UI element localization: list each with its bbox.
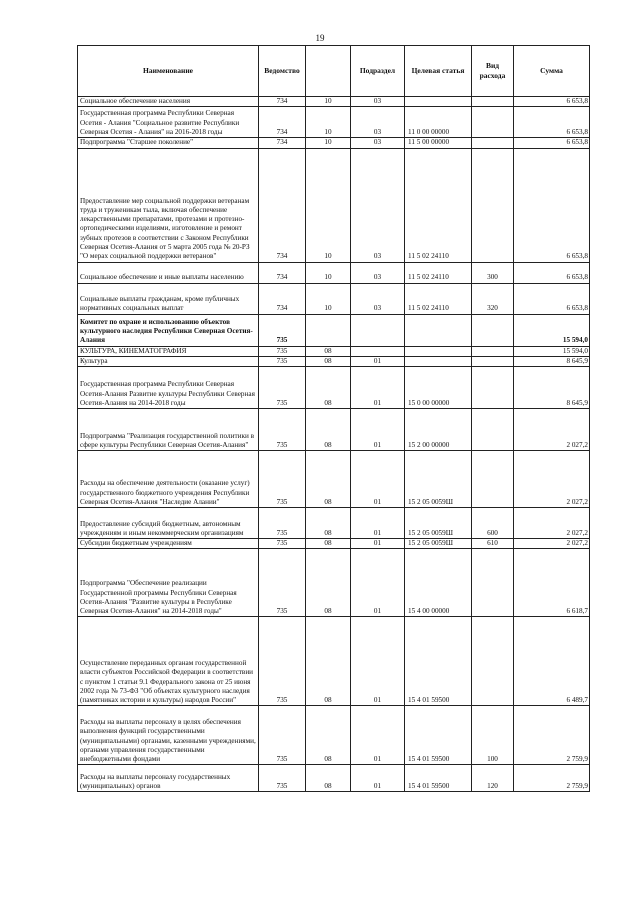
table-header-row	[78, 46, 590, 97]
cell-sum: 6 653,8	[514, 107, 590, 138]
cell-target	[405, 356, 472, 366]
table-row	[78, 314, 590, 346]
cell-expense-type	[472, 367, 514, 409]
cell-sum: 6 653,8	[514, 262, 590, 283]
cell-section: 08	[306, 539, 351, 549]
cell-name: Государственная программа Республики Северная Осетия - Алания "Социальное развитие Республики Северная Осетия - Алания" на 2016-2018 годы	[78, 107, 259, 138]
cell-subsection: 01	[351, 617, 405, 706]
header-target: Целевая статья	[405, 46, 472, 97]
cell-name: Подпрограмма "Реализация государственной политики в сфере культуры Республики Северная Осетия-Алания"	[78, 409, 259, 451]
cell-section: 10	[306, 262, 351, 283]
table-row	[78, 367, 590, 409]
cell-section: 08	[306, 409, 351, 451]
cell-dept: 735	[259, 508, 306, 539]
cell-dept: 735	[259, 451, 306, 508]
cell-dept: 734	[259, 138, 306, 148]
cell-name: Расходы на обеспечение деятельности (оказание услуг) государственного бюджетного учреждения Республики Северная Осетия-Алания "Наследие Алании"	[78, 451, 259, 508]
table-row	[78, 451, 590, 508]
cell-subsection: 03	[351, 138, 405, 148]
cell-target: 15 2 05 0059Ш	[405, 539, 472, 549]
cell-target	[405, 314, 472, 346]
cell-target: 11 5 02 24110	[405, 148, 472, 262]
cell-dept: 735	[259, 346, 306, 356]
table-row	[78, 356, 590, 366]
cell-name: Комитет по охране и использованию объектов культурного наследия Республики Северная Осетия-Алания	[78, 314, 259, 346]
cell-subsection: 01	[351, 356, 405, 366]
cell-expense-type	[472, 617, 514, 706]
cell-section: 08	[306, 508, 351, 539]
table-row	[78, 409, 590, 451]
header-section	[306, 46, 351, 97]
cell-subsection: 01	[351, 508, 405, 539]
table-row	[78, 283, 590, 314]
cell-subsection: 03	[351, 148, 405, 262]
cell-section: 10	[306, 283, 351, 314]
cell-target: 15 2 05 0059Ш	[405, 508, 472, 539]
cell-subsection: 01	[351, 539, 405, 549]
table-row	[78, 508, 590, 539]
cell-target: 11 5 02 24110	[405, 262, 472, 283]
cell-name: Социальное обеспечение и иные выплаты населению	[78, 262, 259, 283]
cell-subsection: 03	[351, 97, 405, 107]
cell-expense-type: 600	[472, 508, 514, 539]
cell-name: Культура	[78, 356, 259, 366]
table-row	[78, 617, 590, 706]
cell-name: Подпрограмма "Обеспечение реализации Государственной программы Республики Северная Осетия-Алания "Развитие культуры в Республике Северная Осетия-Алания" на 2014-2018 годы"	[78, 549, 259, 617]
cell-expense-type	[472, 549, 514, 617]
cell-name: Предоставление мер социальной поддержки ветеранам труда и труженикам тыла, включая обеспечение лекарственными препаратами, протезами и протезно-ортопедическими изделиями, изготовление и ремонт зубных протезов в соответствии с Законом Республики Северная Осетия-Алания от 5 марта 2005 года № 20-РЗ "О мерах социальной поддержки ветеранов"	[78, 148, 259, 262]
cell-expense-type	[472, 107, 514, 138]
cell-subsection: 01	[351, 706, 405, 765]
cell-expense-type: 320	[472, 283, 514, 314]
cell-target: 15 4 00 00000	[405, 549, 472, 617]
cell-dept: 735	[259, 706, 306, 765]
cell-subsection: 01	[351, 549, 405, 617]
cell-sum: 15 594,0	[514, 346, 590, 356]
cell-sum: 2 759,9	[514, 706, 590, 765]
cell-name: Расходы на выплаты персоналу государственных (муниципальных) органов	[78, 765, 259, 792]
cell-sum: 8 645,9	[514, 356, 590, 366]
cell-expense-type: 120	[472, 765, 514, 792]
cell-sum: 2 027,2	[514, 409, 590, 451]
cell-subsection: 03	[351, 262, 405, 283]
cell-dept: 734	[259, 262, 306, 283]
cell-section: 08	[306, 549, 351, 617]
cell-target	[405, 346, 472, 356]
cell-target: 11 0 00 00000	[405, 107, 472, 138]
cell-target	[405, 97, 472, 107]
cell-section: 08	[306, 451, 351, 508]
cell-dept: 735	[259, 617, 306, 706]
cell-name: Социальные выплаты гражданам, кроме публичных нормативных социальных выплат	[78, 283, 259, 314]
cell-name: Государственная программа Республики Северная Осетия-Алания Развитие культуры Республики Северная Осетия-Алания на 2014-2018 годы	[78, 367, 259, 409]
cell-sum: 6 489,7	[514, 617, 590, 706]
cell-subsection	[351, 346, 405, 356]
cell-dept: 734	[259, 107, 306, 138]
cell-expense-type	[472, 314, 514, 346]
cell-dept: 735	[259, 765, 306, 792]
table-row	[78, 706, 590, 765]
table-row	[78, 346, 590, 356]
cell-sum: 2 027,2	[514, 508, 590, 539]
cell-expense-type: 610	[472, 539, 514, 549]
cell-target: 15 0 00 00000	[405, 367, 472, 409]
cell-expense-type	[472, 148, 514, 262]
cell-name: Предоставление субсидий бюджетным, автономным учреждениям и иным некоммерческим организациям	[78, 508, 259, 539]
cell-target: 15 4 01 59500	[405, 706, 472, 765]
header-name: Наименование	[78, 46, 259, 97]
cell-section: 08	[306, 346, 351, 356]
cell-name: Расходы на выплаты персоналу в целях обеспечения выполнения функций государственными (муниципальными) органами, казенными учреждениями, органами управления государственными внебюджетными фондами	[78, 706, 259, 765]
cell-dept: 735	[259, 549, 306, 617]
cell-name: Подпрограмма "Старшее поколение"	[78, 138, 259, 148]
table-row	[78, 549, 590, 617]
cell-subsection: 01	[351, 409, 405, 451]
cell-section: 10	[306, 97, 351, 107]
header-subsection: Подраздел	[351, 46, 405, 97]
cell-sum: 6 618,7	[514, 549, 590, 617]
header-expense-type: Вид расхода	[472, 46, 514, 97]
cell-target: 15 2 05 0059Ш	[405, 451, 472, 508]
cell-section: 10	[306, 107, 351, 138]
cell-section: 08	[306, 367, 351, 409]
cell-expense-type: 100	[472, 706, 514, 765]
cell-sum: 15 594,0	[514, 314, 590, 346]
cell-sum: 8 645,9	[514, 367, 590, 409]
cell-target: 11 5 02 24110	[405, 283, 472, 314]
cell-sum: 6 653,8	[514, 283, 590, 314]
cell-section	[306, 314, 351, 346]
cell-subsection	[351, 314, 405, 346]
table-row	[78, 138, 590, 148]
cell-dept: 735	[259, 356, 306, 366]
cell-expense-type	[472, 138, 514, 148]
cell-target: 15 2 00 00000	[405, 409, 472, 451]
cell-sum: 2 027,2	[514, 539, 590, 549]
cell-expense-type	[472, 356, 514, 366]
cell-sum: 6 653,8	[514, 148, 590, 262]
cell-dept: 735	[259, 539, 306, 549]
cell-subsection: 01	[351, 367, 405, 409]
cell-section: 08	[306, 706, 351, 765]
table-row	[78, 97, 590, 107]
cell-expense-type	[472, 97, 514, 107]
cell-section: 08	[306, 617, 351, 706]
cell-target: 15 4 01 59500	[405, 765, 472, 792]
cell-section: 10	[306, 148, 351, 262]
cell-section: 08	[306, 356, 351, 366]
cell-expense-type	[472, 346, 514, 356]
page-number: 19	[315, 33, 325, 43]
cell-expense-type	[472, 451, 514, 508]
cell-expense-type: 300	[472, 262, 514, 283]
cell-sum: 2 759,9	[514, 765, 590, 792]
table-row	[78, 107, 590, 138]
cell-subsection: 03	[351, 107, 405, 138]
table-row	[78, 539, 590, 549]
header-sum: Сумма	[514, 46, 590, 97]
cell-name: Осуществление переданных органам государственной власти субъектов Российской Федерации в соответствии с пунктом 1 статьи 9.1 Федерального закона от 25 июня 2002 года № 73-ФЗ "Об объектах культурного наследия (памятниках истории и культуры) народов России"	[78, 617, 259, 706]
cell-section: 10	[306, 138, 351, 148]
header-dept: Ведомство	[259, 46, 306, 97]
cell-subsection: 01	[351, 765, 405, 792]
table-row	[78, 148, 590, 262]
cell-name: КУЛЬТУРА, КИНЕМАТОГРАФИЯ	[78, 346, 259, 356]
cell-dept: 734	[259, 148, 306, 262]
cell-target: 11 5 00 00000	[405, 138, 472, 148]
table-row	[78, 765, 590, 792]
cell-sum: 6 653,8	[514, 138, 590, 148]
cell-sum: 6 653,8	[514, 97, 590, 107]
cell-dept: 734	[259, 283, 306, 314]
cell-dept: 735	[259, 409, 306, 451]
cell-dept: 735	[259, 314, 306, 346]
table-row	[78, 262, 590, 283]
cell-name: Субсидии бюджетным учреждениям	[78, 539, 259, 549]
cell-dept: 734	[259, 97, 306, 107]
cell-name: Социальное обеспечение населения	[78, 97, 259, 107]
cell-dept: 735	[259, 367, 306, 409]
cell-section: 08	[306, 765, 351, 792]
cell-expense-type	[472, 409, 514, 451]
budget-table	[77, 45, 590, 792]
cell-target: 15 4 01 59500	[405, 617, 472, 706]
cell-sum: 2 027,2	[514, 451, 590, 508]
cell-subsection: 03	[351, 283, 405, 314]
cell-subsection: 01	[351, 451, 405, 508]
